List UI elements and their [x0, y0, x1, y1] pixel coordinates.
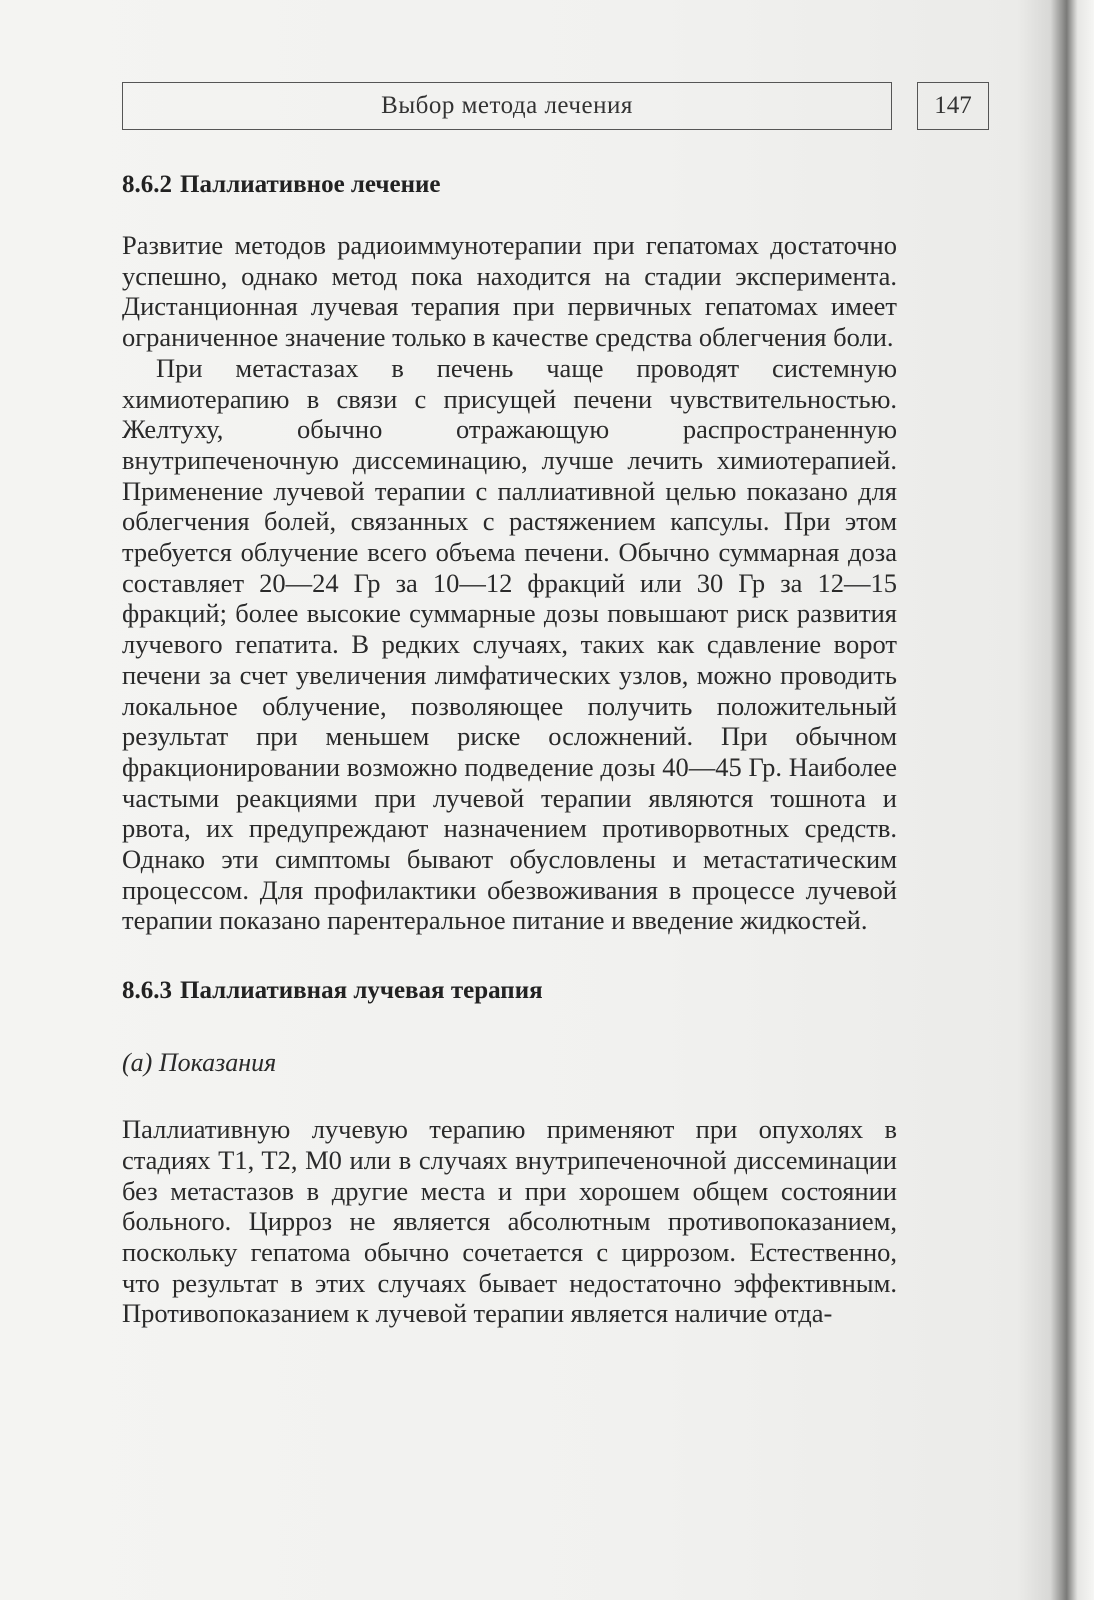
page-number: 147: [934, 92, 972, 119]
section-heading-8-6-2: [122, 170, 897, 200]
paragraph: При метастазах в печень чаще проводят системную химиотерапию в связи с присущей печени чувствительностью. Желтуху, обычно отражающую распространенную внутрипеченочную диссеминацию, лучше лечить химиотерапией. Применение лучевой терапии с паллиативной целью показано для облегчения болей, связанных с растяжением капсулы. При этом требуется облучение всего объема печени. Обычно суммарная доза составляет 20—24 Гр за 10—12 фракций или 30 Гр за 12—15 фракций; более высокие суммарные дозы повышают риск развития лучевого гепатита. В редких случаях, таких как сдавление ворот печени за счет увеличения лимфатических узлов, можно проводить локальное облучение, позволяющее получить положительный результат при меньшем риске осложнений. При обычном фракционировании возможно подведение дозы 40—45 Гр. Наиболее частыми реакциями при лучевой терапии являются тошнота и рвота, их предупреждают назначением противорвотных средств. Однако эти симптомы бывают обусловлены и метастатическим процессом. Для профилактики обезвоживания в процессе лучевой терапии показано парентеральное питание и введение жидкостей.: [122, 352, 897, 936]
running-header-title: Выбор метода лечения: [381, 92, 633, 119]
section-number: 8.6.2: [122, 171, 172, 198]
subsection-heading: (а) Показания: [122, 1048, 277, 1078]
running-header: [122, 82, 892, 130]
section-title: Паллиативное лечение: [180, 171, 441, 198]
section-number: 8.6.3: [122, 977, 172, 1005]
section-heading-8-6-3: [122, 976, 897, 1006]
section-title: Паллиативная лучевая терапия: [180, 977, 543, 1005]
page-number-box: [917, 82, 989, 130]
paragraph: Развитие методов радиоиммунотерапии при гепатомах достаточно успешно, однако метод пока находится на стадии эксперимента. Дистанционная лучевая терапия при первичных гепатомах имеет ограниченное значение только в качестве средства облегчения боли.: [122, 230, 897, 353]
paragraph: Паллиативную лучевую терапию применяют при опухолях в стадиях T1, T2, M0 или в случаях внутрипеченочной диссеминации без метастазов в другие места и при хорошем общем состоянии больного. Цирроз не является абсолютным противопоказанием, поскольку гепатома обычно сочетается с циррозом. Естественно, что результат в этих случаях бывает недостаточно эффективным. Противопоказанием к лучевой терапии является наличие отда-: [122, 1114, 897, 1329]
page-content: [122, 170, 897, 1329]
